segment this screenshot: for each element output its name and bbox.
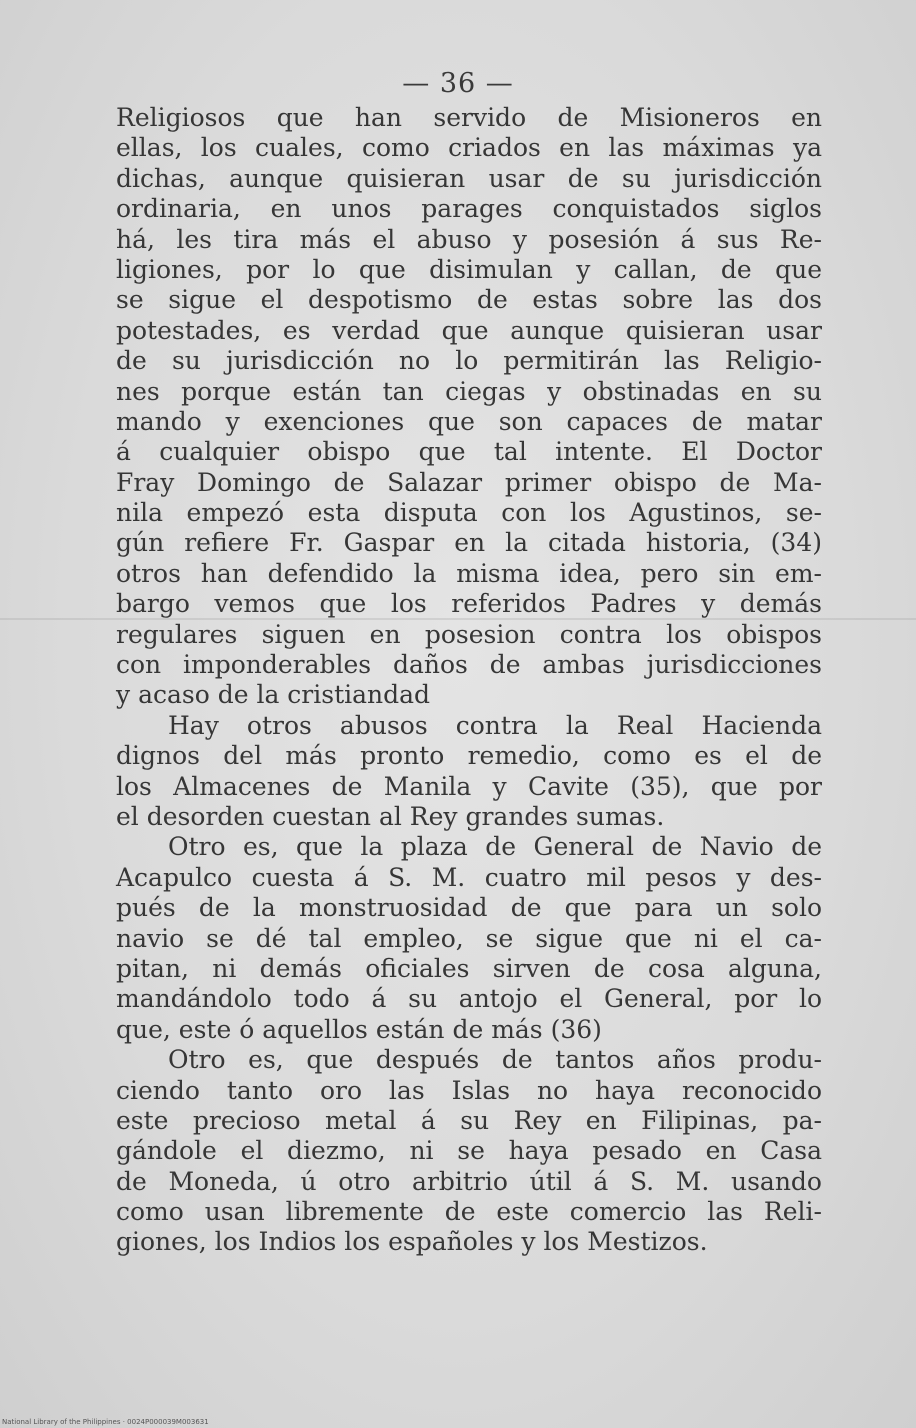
text-line: Hay otros abusos contra la Real Hacienda [168, 710, 822, 740]
text-line: regulares siguen en posesion contra los obispos [116, 619, 822, 649]
text-line: Otro es, que la plaza de General de Navio de [168, 832, 822, 862]
text-line: pués de la monstruosidad de que para un solo [116, 893, 822, 923]
text-line: de su jurisdicción no lo permitirán las Religio- [116, 346, 822, 376]
text-line: mandándolo todo á su antojo el General, por lo [116, 984, 822, 1014]
text-line: gándole el diezmo, ni se haya pesado en Casa [116, 1136, 822, 1166]
text-line: ellas, los cuales, como criados en las máximas ya [116, 133, 822, 163]
text-line: Acapulco cuesta á S. M. cuatro mil pesos y des- [116, 862, 822, 892]
text-line: á cualquier obispo que tal intente. El Doctor [116, 437, 822, 467]
text-line: el desorden cuestan al Rey grandes sumas. [116, 801, 665, 831]
text-line: potestades, es verdad que aunque quisieran usar [116, 315, 822, 345]
text-line: ciendo tanto oro las Islas no haya reconocido [116, 1075, 822, 1105]
text-line: Religiosos que han servido de Misioneros en [116, 103, 822, 132]
text-line: Fray Domingo de Salazar primer obispo de Ma- [116, 467, 822, 497]
page-number: — 36 — [402, 68, 514, 99]
text-line: se sigue el despotismo de estas sobre las dos [116, 285, 822, 315]
text-line: pitan, ni demás oficiales sirven de cosa alguna, [116, 953, 822, 983]
text-line: dichas, aunque quisieran usar de su jurisdicción [116, 163, 822, 193]
text-line: ligiones, por lo que disimulan y callan, de que [116, 254, 822, 284]
text-line: nes porque están tan ciegas y obstinadas en su [116, 376, 822, 406]
text-line: otros han defendido la misma idea, pero sin em- [116, 558, 822, 588]
text-line: dignos del más pronto remedio, como es el de [116, 741, 822, 771]
text-line: y acaso de la cristiandad [116, 680, 431, 710]
text-line: Otro es, que después de tantos años produ- [168, 1045, 822, 1075]
text-line: bargo vemos que los referidos Padres y demás [116, 589, 822, 619]
text-line: de Moneda, ú otro arbitrio útil á S. M. usando [116, 1166, 822, 1196]
text-line: giones, los Indios los españoles y los Mestizos. [116, 1227, 708, 1257]
text-line: navio se dé tal empleo, se sigue que ni el ca- [116, 923, 822, 953]
text-line: que, este ó aquellos están de más (36) [116, 1014, 602, 1044]
body-text [116, 103, 822, 1258]
text-line: há, les tira más el abuso y posesión á sus Re- [116, 224, 822, 254]
text-line: nila empezó esta disputa con los Agustinos, se- [116, 498, 822, 528]
text-line: gún refiere Fr. Gaspar en la citada historia, (34) [116, 528, 822, 558]
text-line: como usan libremente de este comercio las Reli- [116, 1197, 822, 1227]
text-line: con imponderables daños de ambas jurisdicciones [116, 650, 822, 680]
footer-credit: National Library of the Philippines · 0024P000039M003631 [2, 1418, 209, 1426]
text-line: mando y exenciones que son capaces de matar [116, 406, 822, 436]
text-line: los Almacenes de Manila y Cavite (35), que por [116, 771, 822, 801]
text-line: este precioso metal á su Rey en Filipinas, pa- [116, 1105, 822, 1135]
text-line: ordinaria, en unos parages conquistados siglos [116, 194, 822, 224]
